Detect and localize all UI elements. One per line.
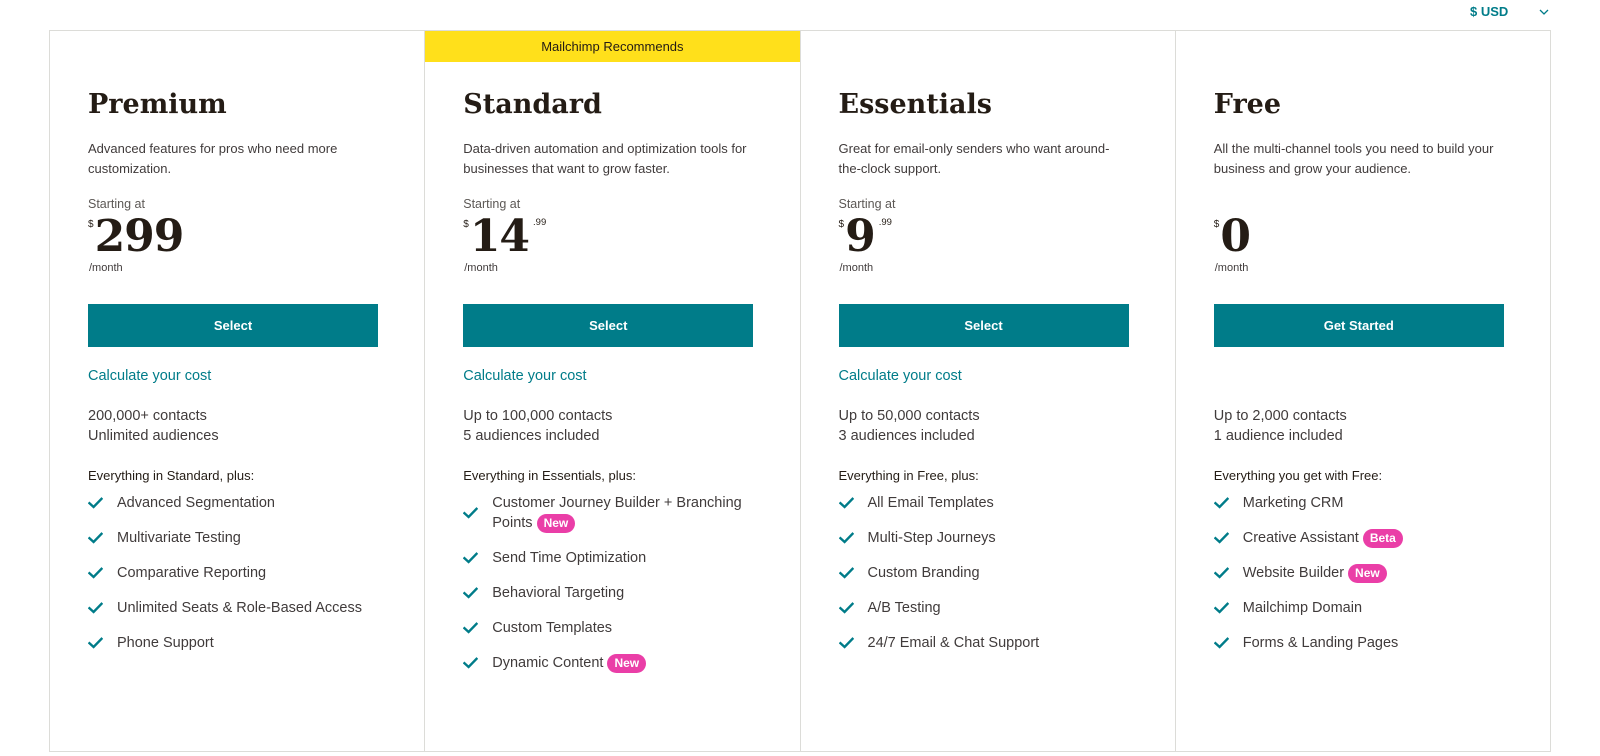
price-period: /month	[1214, 262, 1249, 274]
feature-text	[1243, 493, 1514, 513]
price-cents: .99	[878, 217, 892, 228]
calculate-cost-link[interactable]: Calculate your cost	[88, 368, 212, 384]
feature-text	[492, 583, 763, 603]
price-amount: 9	[845, 211, 875, 262]
feature-label: Send Time Optimization	[492, 550, 647, 566]
price-amount: 299	[94, 211, 184, 262]
feature-text	[492, 653, 763, 673]
plan-card-standard	[425, 31, 800, 751]
feature-text	[868, 633, 1139, 653]
feature-label: Custom Branding	[867, 565, 980, 581]
feature-text	[1243, 563, 1514, 583]
price-amount: 14	[469, 211, 530, 262]
checkmark-icon	[839, 497, 854, 509]
checkmark-icon	[839, 532, 854, 544]
feature-text	[868, 598, 1139, 618]
checkmark-icon	[463, 552, 478, 564]
feature-text	[117, 633, 388, 653]
starting-at-label: Starting at	[88, 197, 145, 211]
features-heading: Everything in Essentials, plus:	[463, 468, 636, 483]
checkmark-icon	[463, 587, 478, 599]
feature-label: Unlimited Seats & Role-Based Access	[117, 600, 362, 616]
checkmark-icon	[839, 602, 854, 614]
feature-label: A/B Testing	[867, 600, 941, 616]
price-cents: .99	[533, 217, 547, 228]
feature-label: Phone Support	[117, 635, 214, 651]
contacts-limit: Up to 2,000 contacts	[1213, 408, 1347, 424]
contacts-limit: Up to 50,000 contacts	[838, 408, 980, 424]
feature-item	[463, 493, 763, 533]
checkmark-icon	[1214, 637, 1229, 649]
currency-symbol: $	[88, 219, 94, 230]
feature-text	[492, 493, 763, 533]
feature-text	[117, 528, 388, 548]
feature-label: Custom Templates	[492, 620, 613, 636]
select-premium-button[interactable]: Select	[88, 304, 378, 347]
feature-label: Multivariate Testing	[117, 530, 241, 546]
feature-badge: New	[607, 654, 646, 673]
checkmark-icon	[88, 497, 103, 509]
feature-item	[463, 618, 763, 638]
checkmark-icon	[1214, 497, 1229, 509]
plan-limits	[463, 406, 612, 446]
audiences-limit: Unlimited audiences	[88, 428, 219, 444]
feature-label: Marketing CRM	[1242, 495, 1344, 511]
feature-label: Website Builder	[1242, 565, 1345, 581]
get-started-button[interactable]: Get Started	[1214, 304, 1504, 347]
contacts-limit: 200,000+ contacts	[88, 408, 207, 424]
audiences-limit: 3 audiences included	[838, 428, 975, 444]
feature-text	[117, 563, 388, 583]
feature-item	[1214, 633, 1514, 653]
features-heading: Everything in Standard, plus:	[88, 468, 255, 483]
feature-text	[868, 528, 1139, 548]
feature-item	[88, 493, 388, 513]
feature-label: Comparative Reporting	[117, 565, 267, 581]
feature-item	[1214, 598, 1514, 618]
feature-item	[88, 563, 388, 583]
feature-item	[1214, 563, 1514, 583]
feature-label: Advanced Segmentation	[117, 495, 275, 511]
audiences-limit: 1 audience included	[1213, 428, 1343, 444]
plan-limits	[839, 406, 980, 446]
feature-text	[117, 598, 388, 618]
select-standard-button[interactable]: Select	[463, 304, 753, 347]
feature-item	[88, 528, 388, 548]
feature-label: Forms & Landing Pages	[1242, 635, 1399, 651]
feature-text	[1243, 598, 1514, 618]
plan-limits	[1214, 406, 1347, 446]
checkmark-icon	[88, 602, 103, 614]
currency-symbol: $	[463, 219, 469, 230]
feature-text	[117, 493, 388, 513]
feature-badge: Beta	[1363, 529, 1403, 548]
feature-label: 24/7 Email & Chat Support	[867, 635, 1040, 651]
price	[88, 211, 187, 263]
plan-description: Data-driven automation and optimization tools for businesses that want to grow faster.	[463, 141, 747, 176]
currency-symbol: $	[1213, 219, 1220, 230]
feature-text	[868, 563, 1139, 583]
feature-item	[839, 598, 1139, 618]
feature-label: Dynamic Content	[492, 655, 604, 671]
plan-name: Free	[1213, 89, 1282, 120]
feature-label: All Email Templates	[867, 495, 994, 511]
checkmark-icon	[1214, 567, 1229, 579]
feature-text	[868, 493, 1139, 513]
feature-item	[839, 528, 1139, 548]
feature-list	[88, 493, 388, 668]
starting-at-label: Starting at	[838, 197, 896, 211]
price-period: /month	[89, 262, 123, 274]
checkmark-icon	[839, 567, 854, 579]
checkmark-icon	[88, 637, 103, 649]
calculate-cost-link[interactable]: Calculate your cost	[463, 368, 587, 384]
feature-label: Multi-Step Journeys	[867, 530, 996, 546]
select-essentials-button[interactable]: Select	[839, 304, 1129, 347]
starting-at-label: Starting at	[463, 197, 521, 211]
checkmark-icon	[88, 532, 103, 544]
recommended-ribbon: Mailchimp Recommends	[425, 31, 799, 62]
checkmark-icon	[1214, 602, 1229, 614]
feature-list	[1214, 493, 1514, 668]
currency-selector[interactable]	[1470, 4, 1550, 19]
feature-text	[492, 548, 763, 568]
features-heading: Everything in Free, plus:	[838, 468, 979, 483]
contacts-limit: Up to 100,000 contacts	[463, 408, 613, 424]
plan-card-free	[1176, 31, 1550, 751]
currency-label: $ USD	[1470, 4, 1509, 19]
price	[463, 211, 546, 263]
feature-item	[88, 598, 388, 618]
plan-name: Premium	[88, 89, 227, 120]
checkmark-icon	[463, 622, 478, 634]
currency-symbol: $	[838, 219, 845, 230]
plan-name: Essentials	[838, 89, 992, 120]
price-period: /month	[839, 262, 874, 274]
feature-list	[839, 493, 1139, 668]
feature-item	[839, 563, 1139, 583]
plan-description: Advanced features for pros who need more customization.	[88, 141, 338, 176]
plan-name: Standard	[463, 89, 602, 120]
feature-item	[839, 493, 1139, 513]
feature-list	[463, 493, 763, 688]
feature-text	[1243, 528, 1514, 548]
chevron-down-icon	[1538, 6, 1550, 18]
feature-label: Behavioral Targeting	[492, 585, 625, 601]
price	[839, 211, 892, 263]
feature-item	[463, 583, 763, 603]
feature-label: Creative Assistant	[1242, 530, 1359, 546]
audiences-limit: 5 audiences included	[463, 428, 600, 444]
feature-label: Mailchimp Domain	[1242, 600, 1363, 616]
feature-item	[1214, 493, 1514, 513]
feature-text	[1243, 633, 1514, 653]
plan-description: All the multi-channel tools you need to build your business and grow your audience.	[1213, 141, 1494, 176]
feature-badge: New	[537, 514, 576, 533]
features-heading: Everything you get with Free:	[1213, 468, 1383, 483]
checkmark-icon	[88, 567, 103, 579]
checkmark-icon	[463, 657, 478, 669]
plan-card-essentials	[801, 31, 1176, 751]
pricing-plans	[49, 30, 1551, 752]
price-amount: 0	[1220, 211, 1250, 262]
plan-limits	[88, 406, 219, 446]
feature-text	[492, 618, 763, 638]
plan-card-premium	[50, 31, 425, 751]
feature-badge: New	[1348, 564, 1387, 583]
feature-item	[463, 548, 763, 568]
checkmark-icon	[463, 507, 478, 519]
feature-item	[88, 633, 388, 653]
feature-item	[839, 633, 1139, 653]
price-period: /month	[464, 262, 498, 274]
price	[1214, 211, 1250, 263]
checkmark-icon	[839, 637, 854, 649]
feature-item	[463, 653, 763, 673]
calculate-cost-link[interactable]: Calculate your cost	[838, 368, 962, 384]
checkmark-icon	[1214, 532, 1229, 544]
feature-item	[1214, 528, 1514, 548]
feature-label: Customer Journey Builder + Branching Points	[492, 495, 742, 531]
plan-description: Great for email-only senders who want around-the-clock support.	[838, 141, 1110, 176]
